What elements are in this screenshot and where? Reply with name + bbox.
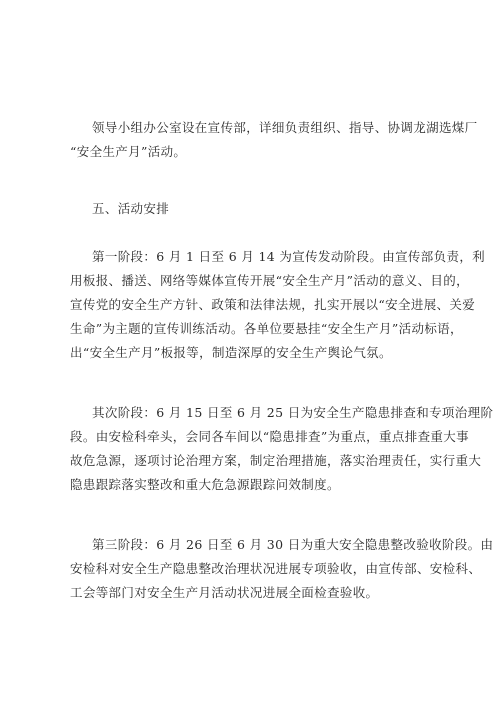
paragraph-phase-two [70,401,494,497]
text-line: 宣传党的安全生产方针、政策和法律法规，扎实开展以“安全进展、关爱 [70,297,476,312]
section-heading-activity-arrangement [70,197,440,221]
text-line: “安全生产月”活动。 [70,144,187,159]
text-line: 工会等部门对安全生产月活动状况进展全面检查验收。 [70,585,379,600]
paragraph-phase-three [70,533,494,605]
text-line: 用板报、播送、网络等媒体宣传开展“安全生产月”活动的意义、目的， [70,273,469,288]
text-line: 第三阶段：6 月 26 日至 6 月 30 日为重大安全隐患整改验收阶段。由 [92,537,494,552]
text-line: 其次阶段：6 月 15 日至 6 月 25 日为安全生产隐患排查和专项治理阶 [92,405,494,420]
section-heading-text: 五、活动安排 [92,201,170,216]
text-line: 故危急源，逐项讨论治理方案，制定治理措施，落实治理责任，实行重大 [70,453,482,468]
text-line: 第一阶段：6 月 1 日至 6 月 14 为宣传发动阶段。由宣传部负责，利 [92,249,486,264]
text-line: 隐患跟踪落实整改和重大危急源跟踪问效制度。 [70,477,340,492]
text-line: 生命”为主题的宣传训练活动。各单位要悬挂“安全生产月”活动标语， [70,321,463,336]
paragraph-phase-one [70,245,486,365]
text-line: 出“安全生产月”板报等，制造深厚的安全生产舆论气氛。 [70,345,392,360]
text-line: 领导小组办公室设在宣传部，详细负责组织、指导、协调龙湖选煤厂 [92,120,478,135]
text-line: 安检科对安全生产隐患整改治理状况进展专项验收，由宣传部、安检科、 [70,561,482,576]
text-line: 段。由安检科牵头，会同各车间以“隐患排查”为重点，重点排查重大事 [70,429,469,444]
paragraph-leading-group [70,116,478,164]
